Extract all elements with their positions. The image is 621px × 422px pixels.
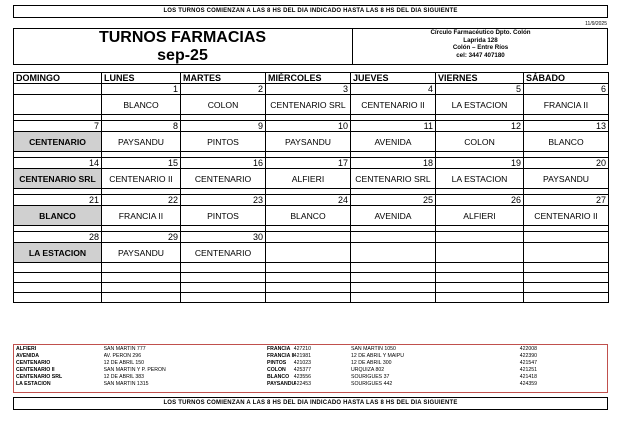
- pharmacy-on-duty: COLON: [436, 132, 524, 152]
- pharmacy-on-duty: [266, 243, 351, 263]
- weekday-header: MIÉRCOLES: [266, 73, 351, 84]
- directory-row: [267, 353, 537, 360]
- pharmacy-phone: 422008: [519, 346, 537, 352]
- day-number: 30: [181, 232, 266, 243]
- pharmacy-on-duty: PAYSANDU: [102, 243, 181, 263]
- directory-row: [267, 346, 537, 353]
- pharmacy-on-duty: [14, 95, 102, 115]
- pharmacy-on-duty: AVENIDA: [351, 132, 436, 152]
- shift-calendar: [13, 72, 609, 303]
- pharmacy-on-duty: PAYSANDU: [266, 132, 351, 152]
- weekday-header: VIERNES: [436, 73, 524, 84]
- pharmacy-on-duty: PINTOS: [181, 206, 266, 226]
- pharmacy-on-duty: BLANCO: [266, 206, 351, 226]
- week-4-pharmacies: [14, 206, 609, 226]
- shift-notice-bottom: LOS TURNOS COMIENZAN A LAS 8 HS DEL DIA INDICADO HASTA LAS 8 HS DEL DIA SIGUIENTE: [13, 397, 608, 410]
- pharmacy-on-duty: BLANCO: [14, 206, 102, 226]
- pharmacy-address: 12 DE ABRIL 150: [103, 359, 145, 366]
- pharmacy-phone: 425377: [293, 366, 311, 373]
- day-number: [524, 232, 609, 243]
- weekday-header: SÁBADO: [524, 73, 609, 84]
- day-number: 16: [181, 158, 266, 169]
- weekday-header: LUNES: [102, 73, 181, 84]
- pharmacy-name: CENTENARIO: [16, 359, 51, 366]
- week-5-pharmacies: [14, 243, 609, 263]
- empty-row: [14, 263, 609, 273]
- week-2-pharmacies: [14, 132, 609, 152]
- pharmacy-on-duty: CENTENARIO SRL: [14, 169, 102, 189]
- day-number: 24: [266, 195, 351, 206]
- pharmacy-name: LA ESTACION: [16, 380, 51, 387]
- day-number: 9: [181, 121, 266, 132]
- day-number: 11: [351, 121, 436, 132]
- pharmacy-on-duty: CENTENARIO SRL: [266, 95, 351, 115]
- pharmacy-address: SOURIGUES 442: [351, 380, 393, 387]
- shift-notice-top: LOS TURNOS COMIENZAN A LAS 8 HS DEL DIA INDICADO HASTA LAS 8 HS DEL DIA SIGUIENTE: [13, 5, 608, 18]
- day-number: 12: [436, 121, 524, 132]
- pharmacy-on-duty: LA ESTACION: [436, 169, 524, 189]
- weekday-header: DOMINGO: [14, 73, 102, 84]
- day-number: [436, 232, 524, 243]
- pharmacy-address: SOURIGUES 37: [351, 373, 390, 380]
- pharmacy-on-duty: LA ESTACION: [14, 243, 102, 263]
- pharmacy-address: AV. PERON 296: [103, 352, 142, 359]
- pharmacy-on-duty: LA ESTACION: [436, 95, 524, 115]
- empty-row: [14, 283, 609, 293]
- day-number: 2: [181, 84, 266, 95]
- day-number: 13: [524, 121, 609, 132]
- pharmacy-on-duty: [351, 243, 436, 263]
- weekday-header-row: [14, 73, 609, 84]
- day-number: 6: [524, 84, 609, 95]
- week-4-dates: [14, 195, 609, 206]
- day-number: 22: [102, 195, 181, 206]
- pharmacy-name: CENTENARIO II: [16, 366, 55, 373]
- directory-row: [267, 381, 537, 388]
- day-number: 10: [266, 121, 351, 132]
- pharmacy-name: ALFIERI: [16, 346, 37, 352]
- pharmacy-on-duty: [524, 243, 609, 263]
- pharmacy-name: BLANCO: [267, 373, 290, 380]
- pharmacy-on-duty: CENTENARIO: [181, 169, 266, 189]
- week-1-pharmacies: [14, 95, 609, 115]
- pharmacy-on-duty: CENTENARIO: [14, 132, 102, 152]
- day-number: 1: [102, 84, 181, 95]
- pharmacy-phone: 424359: [519, 380, 537, 387]
- pharmacy-name: COLON: [267, 366, 286, 373]
- pharmacy-on-duty: FRANCIA II: [102, 206, 181, 226]
- week-3-pharmacies: [14, 169, 609, 189]
- pharmacy-on-duty: BLANCO: [102, 95, 181, 115]
- day-number: 8: [102, 121, 181, 132]
- org-phone: cel: 3447 407180: [456, 51, 505, 59]
- day-number: 27: [524, 195, 609, 206]
- weekday-header: MARTES: [181, 73, 266, 84]
- pharmacy-on-duty: [436, 243, 524, 263]
- day-number: 25: [351, 195, 436, 206]
- pharmacy-on-duty: PAYSANDU: [102, 132, 181, 152]
- title-text: TURNOS FARMACIAS: [98, 29, 267, 46]
- pharmacy-address: SAN MARTIN 1315: [103, 380, 149, 387]
- day-number: 18: [351, 158, 436, 169]
- pharmacy-phone: 421981: [293, 352, 311, 359]
- pharmacy-on-duty: CENTENARIO SRL: [351, 169, 436, 189]
- day-number: 7: [14, 121, 102, 132]
- pharmacy-phone: 421251: [519, 366, 537, 373]
- pharmacy-name: PINTOS: [267, 359, 287, 366]
- org-address: Laprida 128: [463, 36, 498, 44]
- pharmacy-on-duty: PINTOS: [181, 132, 266, 152]
- day-number: [266, 232, 351, 243]
- empty-row: [14, 293, 609, 303]
- pharmacy-on-duty: PAYSANDU: [524, 169, 609, 189]
- day-number: 15: [102, 158, 181, 169]
- pharmacy-address: SAN MARTIN 1050: [351, 346, 396, 352]
- pharmacy-phone: 427210: [293, 346, 311, 352]
- pharmacy-address: SAN MARTIN Y P. PERON: [103, 366, 166, 373]
- pharmacy-phone: 421418: [519, 373, 537, 380]
- pharmacy-name: CENTENARIO SRL: [16, 373, 63, 380]
- pharmacy-phone: 422453: [293, 380, 311, 387]
- pharmacy-address: URQUIZA 802: [351, 366, 385, 373]
- org-city: Colón – Entre Ríos: [452, 44, 509, 52]
- pharmacy-on-duty: BLANCO: [524, 132, 609, 152]
- pharmacy-on-duty: CENTENARIO II: [351, 95, 436, 115]
- day-number: 19: [436, 158, 524, 169]
- pharmacy-phone: 422390: [519, 352, 537, 359]
- day-number: 29: [102, 232, 181, 243]
- week-2-dates: [14, 121, 609, 132]
- pharmacy-address: 12 DE ABRIL 300: [351, 359, 392, 366]
- day-number: 20: [524, 158, 609, 169]
- directory-row: [267, 367, 537, 374]
- directory-row: [267, 360, 537, 367]
- directory-right: [267, 346, 537, 387]
- day-number: 14: [14, 158, 102, 169]
- updated-date: 11/9/2025: [585, 21, 607, 27]
- pharmacy-address: 12 DE ABRIL Y MAIPU: [351, 352, 404, 359]
- pharmacy-phone: 423556: [293, 373, 311, 380]
- day-number: 3: [266, 84, 351, 95]
- pharmacy-phone: 421547: [519, 359, 537, 366]
- directory-row: [267, 374, 537, 381]
- day-number: 21: [14, 195, 102, 206]
- day-number: [351, 232, 436, 243]
- day-number: 4: [351, 84, 436, 95]
- pharmacy-on-duty: CENTENARIO II: [524, 206, 609, 226]
- organization-info: [353, 29, 608, 59]
- week-1-dates: [14, 84, 609, 95]
- month-label: sep-25: [157, 47, 208, 64]
- weekday-header: JUEVES: [351, 73, 436, 84]
- week-3-dates: [14, 158, 609, 169]
- page-title: [13, 28, 352, 65]
- day-number: [14, 84, 102, 95]
- pharmacy-on-duty: ALFIERI: [266, 169, 351, 189]
- pharmacy-address: 12 DE ABRIL 383: [103, 373, 145, 380]
- pharmacy-address: SAN MARTIN 777: [103, 346, 146, 352]
- day-number: 23: [181, 195, 266, 206]
- day-number: 5: [436, 84, 524, 95]
- pharmacy-on-duty: CENTENARIO: [181, 243, 266, 263]
- day-number: 28: [14, 232, 102, 243]
- pharmacy-name: FRANCIA: [267, 346, 291, 352]
- pharmacy-name: PAYSANDU: [267, 380, 296, 387]
- pharmacy-directory: [13, 344, 608, 393]
- pharmacy-on-duty: ALFIERI: [436, 206, 524, 226]
- pharmacy-on-duty: COLON: [181, 95, 266, 115]
- day-number: 17: [266, 158, 351, 169]
- week-5-dates: [14, 232, 609, 243]
- empty-row: [14, 273, 609, 283]
- org-name: Círculo Farmacéutico Dpto. Colón: [430, 29, 531, 36]
- pharmacy-on-duty: FRANCIA II: [524, 95, 609, 115]
- pharmacy-on-duty: AVENIDA: [351, 206, 436, 226]
- pharmacy-phone: 421023: [293, 359, 311, 366]
- pharmacy-name: AVENIDA: [16, 352, 39, 359]
- pharmacy-on-duty: CENTENARIO II: [102, 169, 181, 189]
- day-number: 26: [436, 195, 524, 206]
- pharmacy-name: FRANCIA II: [267, 352, 295, 359]
